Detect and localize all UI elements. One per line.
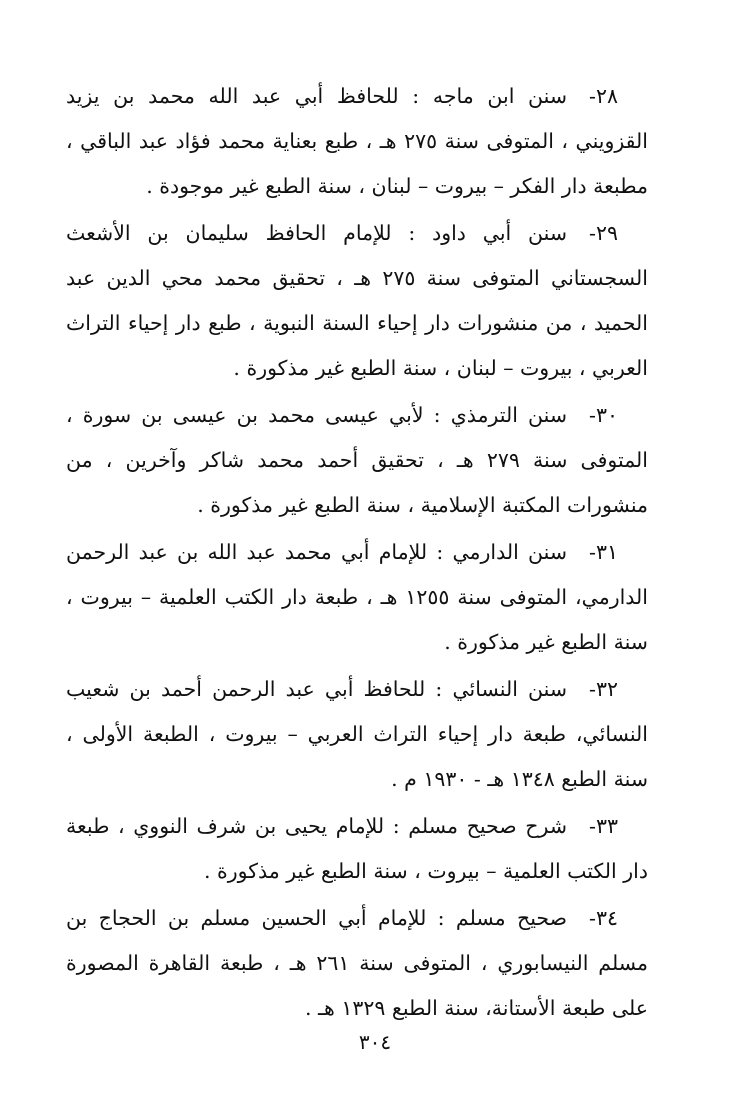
bibliography-entry-29: [66, 211, 648, 391]
entry-number: ٢٨-: [589, 84, 618, 108]
entry-text: سنن أبي داود : للإمام الحافظ سليمان بن الأشعث السجستاني المتوفى سنة ٢٧٥ هـ ، تحقيق محمد محي الدين عبد الحميد ، من منشورات دار إحياء السنة النبوية ، طبع دار إحياء التراث العربي ، بيروت – لبنان ، سنة الطبع غير مذكورة .: [66, 221, 648, 380]
page-number: ٣٠٤: [358, 1030, 392, 1054]
entry-number: ٣٤-: [589, 906, 618, 930]
entry-text: سنن الدارمي : للإمام أبي محمد عبد الله بن عبد الرحمن الدارمي، المتوفى سنة ١٢٥٥ هـ ، طبعة دار الكتب العلمية – بيروت ، سنة الطبع غير مذكورة .: [66, 540, 648, 654]
entry-text: شرح صحيح مسلم : للإمام يحيى بن شرف النووي ، طبعة دار الكتب العلمية – بيروت ، سنة الطبع غير مذكورة .: [66, 814, 648, 883]
entry-number: ٣١-: [589, 540, 618, 564]
entry-text: سنن ابن ماجه : للحافظ أبي عبد الله محمد بن يزيد القزويني ، المتوفى سنة ٢٧٥ هـ ، طبع بعناية محمد فؤاد عبد الباقي ، مطبعة دار الفكر – بيروت – لبنان ، سنة الطبع غير موجودة .: [66, 84, 648, 198]
bibliography-page: [66, 74, 648, 1033]
bibliography-entry-34: [66, 896, 648, 1031]
bibliography-entry-28: [66, 74, 648, 209]
bibliography-entry-33: [66, 804, 648, 894]
bibliography-entry-31: [66, 530, 648, 665]
entry-text: صحيح مسلم : للإمام أبي الحسين مسلم بن الحجاج بن مسلم النيسابوري ، المتوفى سنة ٢٦١ هـ ، طبعة القاهرة المصورة على طبعة الأستانة، سنة الطبع ١٣٢٩ هـ .: [66, 906, 648, 1020]
bibliography-entry-30: [66, 393, 648, 528]
entry-text: سنن الترمذي : لأبي عيسى محمد بن عيسى بن سورة ، المتوفى سنة ٢٧٩ هـ ، تحقيق أحمد محمد شاكر وآخرين ، من منشورات المكتبة الإسلامية ، سنة الطبع غير مذكورة .: [66, 403, 648, 517]
entry-number: ٣٠-: [589, 403, 618, 427]
entry-text: سنن النسائي : للحافظ أبي عبد الرحمن أحمد بن شعيب النسائي، طبعة دار إحياء التراث العربي – بيروت ، الطبعة الأولى ، سنة الطبع ١٣٤٨ هـ - ١٩٣٠ م .: [66, 677, 648, 791]
entry-number: ٢٩-: [589, 221, 618, 245]
bibliography-entry-32: [66, 667, 648, 802]
entry-number: ٣٣-: [589, 814, 618, 838]
entry-number: ٣٢-: [589, 677, 618, 701]
